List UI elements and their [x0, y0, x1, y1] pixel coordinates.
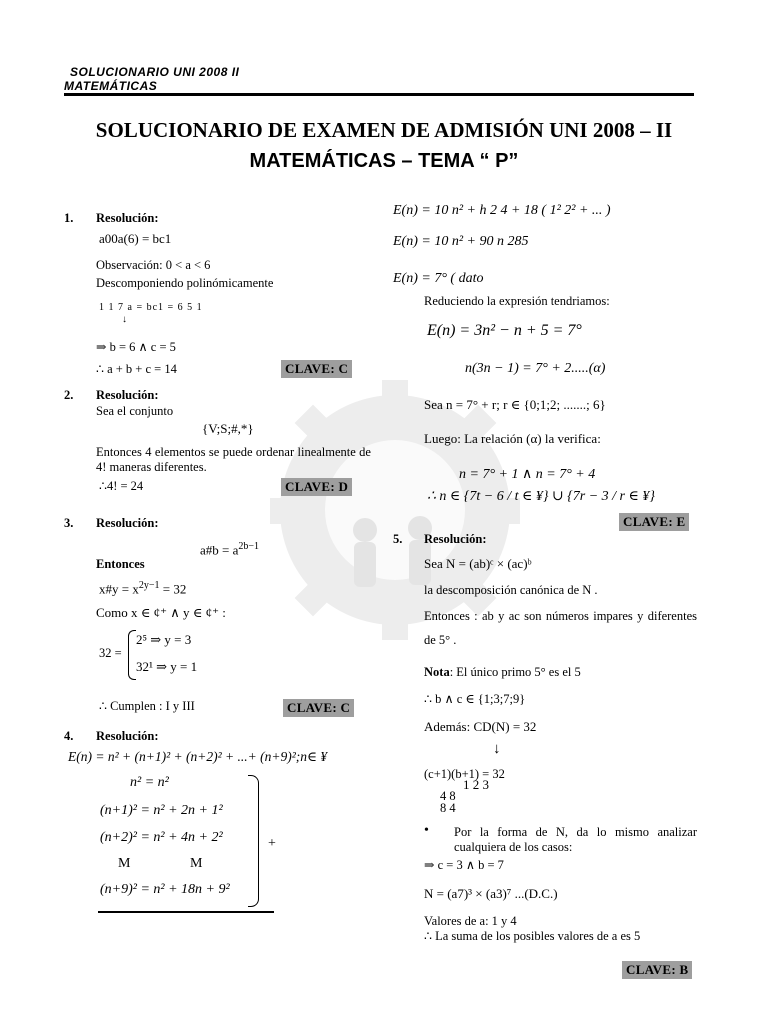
p4-row2: (n+1)² = n² + 2n + 1²	[100, 803, 223, 818]
p3-lhs: 32 =	[99, 646, 122, 660]
p1-down-arrow: ↓	[122, 314, 127, 325]
p3-number: 3.	[64, 516, 74, 530]
p3-def-base: a#b = a	[200, 542, 239, 558]
p3-left-brace	[128, 630, 136, 680]
p5-number: 5.	[393, 532, 403, 546]
p2-clave: CLAVE: D	[281, 478, 352, 496]
p5-line6b: 1 2 3	[463, 777, 489, 792]
p5-heading: Resolución:	[424, 532, 487, 546]
p5-nota	[424, 665, 581, 680]
p5-line9: Valores de a: 1 y 4	[424, 914, 517, 928]
p4-right-brace	[248, 775, 259, 907]
p5-arrow: ↓	[493, 741, 501, 757]
p4-clave: CLAVE: E	[619, 513, 689, 531]
p3-result: ∴ Cumplen : I y III	[99, 699, 195, 713]
p4-cont7: Sea n = 7° + r; r ∈ {0;1;2; .......; 6}	[424, 397, 606, 412]
p5-line8: N = (a7)³ × (a3)⁷ ...(D.C.)	[424, 886, 558, 901]
p4-cont10: ∴ n ∈ {7t − 6 / t ∈ ¥} ∪ {7r − 3 / r ∈ ¥}	[427, 489, 655, 504]
p3-como: Como x ∈ ¢⁺ ∧ y ∈ ¢⁺ :	[96, 605, 226, 620]
p5-line5: Además: CD(N) = 32	[424, 719, 537, 734]
p4-equation: E(n) = n² + (n+1)² + (n+2)² + ...+ (n+9)²;n∈ ¥	[68, 749, 328, 764]
p1-eq1: a00a(6) = bc1	[99, 231, 172, 246]
p3-case1: 2⁵ ⇒ y = 3	[136, 632, 192, 647]
header-line1: SOLUCIONARIO UNI 2008 II	[70, 65, 240, 79]
p2-text: Entonces 4 elementos se puede ordenar linealmente de 4! maneras diferentes.	[96, 445, 371, 474]
p4-cont9: n = 7° + 1 ∧ n = 7° + 4	[459, 467, 596, 482]
p2-number: 2.	[64, 388, 74, 402]
p3-def-exponent: 2b−1	[238, 541, 260, 552]
p5-line6: (c+1)(b+1) = 32	[424, 767, 505, 781]
p4-cont1: E(n) = 10 n² + h 2 4 + 18 ( 1² 2² + ... )	[393, 203, 611, 218]
p4-cont6: n(3n − 1) = 7° + 2.....(α)	[465, 361, 606, 376]
p1-clave: CLAVE: C	[281, 360, 352, 378]
p4-dots1: M	[118, 856, 131, 871]
p5-bullet-icon: •	[424, 823, 429, 838]
p3-entonces: Entonces	[96, 557, 145, 571]
p1-description: Descomponiendo polinómicamente	[96, 276, 274, 290]
p3-definition	[200, 539, 259, 557]
p4-sum-line	[98, 911, 274, 913]
p3-case2: 32¹ ⇒ y = 1	[136, 659, 198, 674]
p4-cont3: E(n) = 7° ( dato	[393, 271, 484, 286]
p5-line1: Sea N = (ab)ᶜ × (ac)ᵇ	[424, 556, 532, 571]
p4-heading: Resolución:	[96, 729, 159, 743]
p1-eq2: 1 1 7 a = bc1 = 6 5 1	[99, 302, 203, 313]
p3-eq1-rhs: = 32	[159, 581, 187, 597]
p3-eq1-exponent: 2y−1	[138, 580, 160, 591]
p5-line7: ⇒ c = 3 ∧ b = 7	[424, 858, 504, 872]
p5-line4: ∴ b ∧ c ∈ {1;3;7;9}	[424, 692, 526, 706]
p5-line6c: 4 8	[440, 789, 456, 803]
p2-set: {V;S;#,*}	[202, 421, 254, 436]
p4-cont5: E(n) = 3n² − n + 5 = 7°	[427, 322, 582, 339]
p5-nota-label: Nota	[424, 665, 450, 679]
p4-plus: +	[268, 836, 276, 851]
p5-line6d: 8 4	[440, 801, 456, 815]
p5-line10: ∴ La suma de los posibles valores de a es 5	[424, 929, 641, 943]
p4-cont8: Luego: La relación (α) la verifica:	[424, 431, 601, 446]
p4-number: 4.	[64, 729, 74, 743]
p2-line1: Sea el conjunto	[96, 404, 174, 418]
p5-clave: CLAVE: B	[622, 961, 692, 979]
p5-nota-text: : El único primo 5° es el 5	[449, 665, 581, 679]
p1-eq4: ∴ a + b + c = 14	[96, 362, 177, 376]
p2-heading: Resolución:	[96, 388, 159, 402]
p4-cont2: E(n) = 10 n² + 90 n 285	[393, 234, 529, 249]
p3-heading: Resolución:	[96, 516, 159, 530]
p4-dots2: M	[190, 856, 203, 871]
p5-bullet-text: Por la forma de N, da lo mismo analizar cualquiera de los casos:	[454, 825, 697, 854]
p2-result: ∴4! = 24	[99, 479, 144, 493]
page-title: SOLUCIONARIO DE EXAMEN DE ADMISIÓN UNI 2008 – II	[95, 118, 673, 142]
p5-line3: Entonces : ab y ac son números impares y diferentes de 5° .	[424, 609, 697, 647]
p1-eq3: ⇒ b = 6 ∧ c = 5	[96, 340, 176, 354]
header-rule	[64, 93, 694, 96]
p4-cont4: Reduciendo la expresión tendriamos:	[424, 294, 610, 308]
p4-row3: (n+2)² = n² + 4n + 2²	[100, 830, 223, 845]
p3-eq1	[99, 578, 186, 596]
header-line2: MATEMÁTICAS	[64, 79, 158, 93]
p1-number: 1.	[64, 211, 74, 225]
p4-row4: (n+9)² = n² + 18n + 9²	[100, 882, 230, 897]
p1-heading: Resolución:	[96, 211, 159, 225]
p5-line2: la descomposición canónica de N .	[424, 583, 598, 597]
p3-clave: CLAVE: C	[283, 699, 354, 717]
p4-row1: n² = n²	[130, 775, 169, 790]
page-subtitle: MATEMÁTICAS – TEMA “ P”	[249, 150, 519, 172]
watermark-logo	[270, 380, 520, 640]
p1-observation: Observación: 0 < a < 6	[96, 258, 211, 272]
p3-eq1-base: x#y = x	[99, 581, 139, 597]
